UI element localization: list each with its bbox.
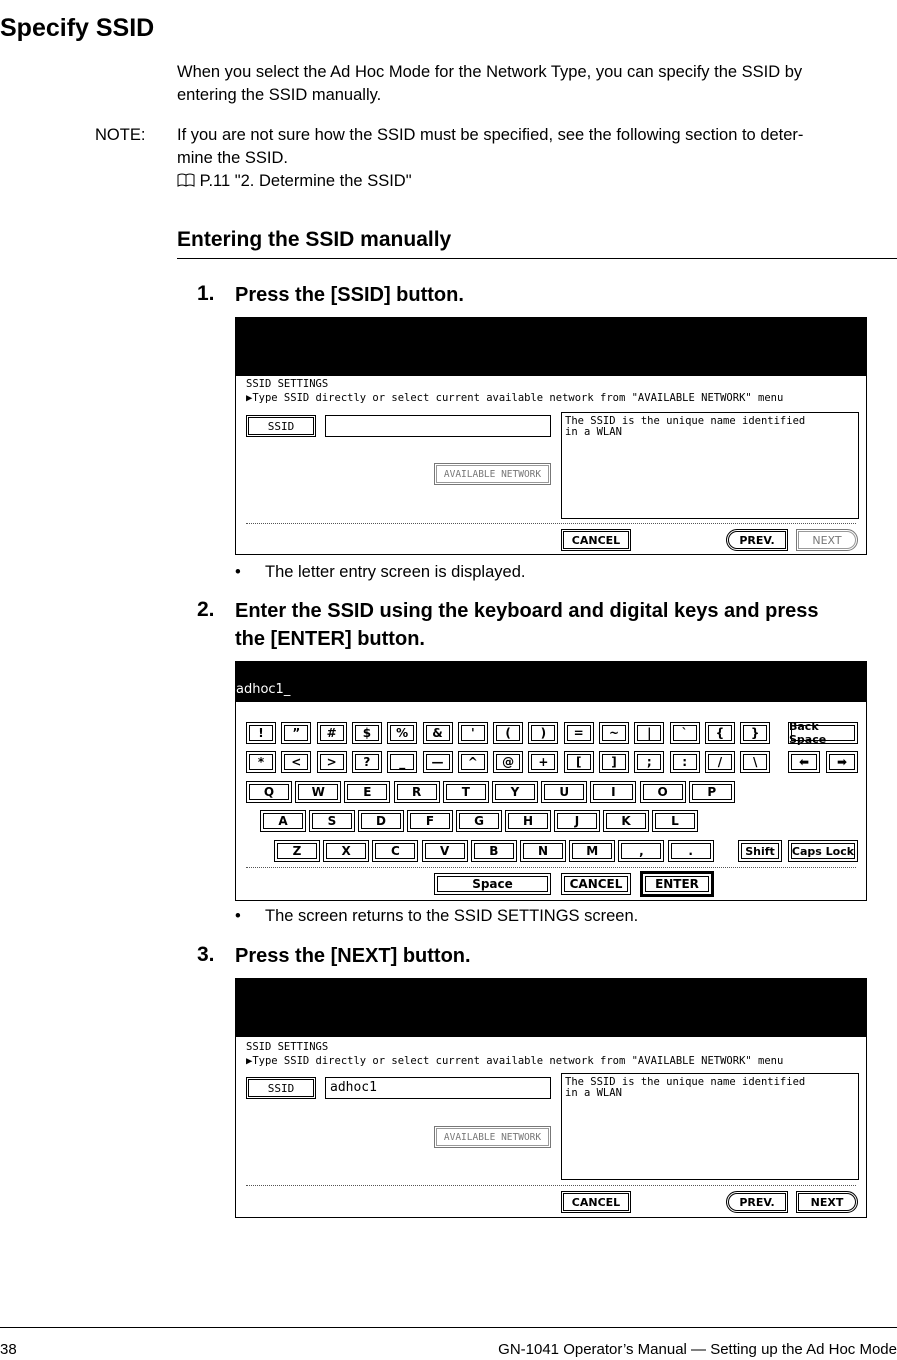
key-2-10[interactable]: [	[564, 751, 594, 773]
key-2-15[interactable]: \	[740, 751, 770, 773]
enter-button[interactable]: ENTER	[640, 871, 714, 897]
right-arrow-icon: ➡	[836, 755, 848, 769]
cancel-button[interactable]: CANCEL	[561, 1191, 631, 1213]
key-2-4[interactable]: ?	[352, 751, 382, 773]
divider	[246, 1185, 856, 1186]
key-2-6[interactable]: —	[423, 751, 453, 773]
next-button[interactable]: NEXT	[796, 1191, 858, 1213]
page-number: 38	[0, 1341, 17, 1358]
key-3-6[interactable]: Y	[492, 781, 538, 803]
note-line-2: mine the SSID.	[177, 149, 288, 167]
key-2-7[interactable]: ^	[458, 751, 488, 773]
key-4-9[interactable]: L	[652, 810, 698, 832]
key-3-3[interactable]: E	[344, 781, 390, 803]
available-network-button[interactable]: AVAILABLE NETWORK	[434, 1126, 551, 1148]
key-3-4[interactable]: R	[394, 781, 440, 803]
key-5-3[interactable]: C	[372, 840, 418, 862]
backspace-key[interactable]: Back Space	[788, 722, 858, 744]
key-1-13[interactable]: `	[670, 722, 700, 744]
screen-instruction: ▶Type SSID directly or select current available network from "AVAILABLE NETWORK" menu	[246, 392, 784, 404]
step-2-text-line-1: Enter the SSID using the keyboard and digital keys and press	[235, 600, 819, 622]
key-5-4[interactable]: V	[422, 840, 468, 862]
key-3-5[interactable]: T	[443, 781, 489, 803]
ssid-button[interactable]: SSID	[246, 1077, 316, 1099]
key-1-2[interactable]: ”	[281, 722, 311, 744]
right-arrow-key[interactable]	[826, 751, 858, 773]
screen-header-bar	[236, 318, 866, 376]
key-4-6[interactable]: H	[505, 810, 551, 832]
note-reference[interactable]	[177, 170, 412, 193]
key-2-11[interactable]: ]	[599, 751, 629, 773]
key-1-10[interactable]: =	[564, 722, 594, 744]
footer-rule	[0, 1327, 897, 1328]
step-1-bullet-text: The letter entry screen is displayed.	[265, 563, 526, 581]
left-arrow-key[interactable]	[788, 751, 820, 773]
key-2-1[interactable]: *	[246, 751, 276, 773]
key-5-5[interactable]: B	[471, 840, 517, 862]
step-1-bullet: • The letter entry screen is displayed.	[235, 563, 526, 581]
divider	[246, 867, 856, 868]
ssid-input[interactable]	[325, 415, 551, 437]
key-3-2[interactable]: W	[295, 781, 341, 803]
key-1-11[interactable]: ~	[599, 722, 629, 744]
key-2-9[interactable]: +	[528, 751, 558, 773]
key-1-3[interactable]: #	[317, 722, 347, 744]
key-5-1[interactable]: Z	[274, 840, 320, 862]
book-icon	[177, 173, 195, 187]
screen-heading: SSID SETTINGS	[246, 378, 329, 390]
key-1-1[interactable]: !	[246, 722, 276, 744]
key-1-7[interactable]: '	[458, 722, 488, 744]
ssid-button[interactable]: SSID	[246, 415, 316, 437]
step-3-text: Press the [NEXT] button.	[235, 945, 471, 967]
step-1-text: Press the [SSID] button.	[235, 284, 464, 306]
key-2-5[interactable]: _	[387, 751, 417, 773]
note-line-1: If you are not sure how the SSID must be specified, see the following section to deter-	[177, 126, 804, 144]
key-2-12[interactable]: ;	[634, 751, 664, 773]
step-3-number: 3.	[197, 943, 215, 966]
screen-heading: SSID SETTINGS	[246, 1041, 329, 1053]
intro-line-2: entering the SSID manually.	[177, 86, 382, 104]
key-3-1[interactable]: Q	[246, 781, 292, 803]
prev-button[interactable]: PREV.	[726, 1191, 788, 1213]
key-4-7[interactable]: J	[554, 810, 600, 832]
key-1-9[interactable]: )	[528, 722, 558, 744]
space-key[interactable]: Space	[434, 873, 551, 895]
note-reference-text: P.11 "2. Determine the SSID"	[199, 172, 412, 190]
key-2-3[interactable]: >	[317, 751, 347, 773]
key-4-5[interactable]: G	[456, 810, 502, 832]
key-1-15[interactable]: }	[740, 722, 770, 744]
key-3-9[interactable]: O	[640, 781, 686, 803]
intro-line-1: When you select the Ad Hoc Mode for the Network Type, you can specify the SSID by	[177, 63, 803, 81]
key-5-7[interactable]: M	[569, 840, 615, 862]
key-1-6[interactable]: &	[423, 722, 453, 744]
footer-text: GN-1041 Operator’s Manual — Setting up the Ad Hoc Mode	[498, 1341, 897, 1358]
key-1-12[interactable]: |	[634, 722, 664, 744]
ssid-settings-screen-empty	[235, 317, 867, 555]
key-2-8[interactable]: @	[493, 751, 523, 773]
key-3-8[interactable]: I	[590, 781, 636, 803]
step-2-bullet: • The screen returns to the SSID SETTINGS screen.	[235, 907, 639, 925]
step-2-bullet-text: The screen returns to the SSID SETTINGS screen.	[265, 907, 639, 925]
cancel-button[interactable]: CANCEL	[561, 529, 631, 551]
shift-key[interactable]: Shift	[738, 840, 782, 862]
key-4-4[interactable]: F	[407, 810, 453, 832]
page-title: Specify SSID	[0, 14, 155, 42]
cancel-button[interactable]: CANCEL	[561, 873, 631, 895]
key-4-3[interactable]: D	[358, 810, 404, 832]
step-2-text-line-2: the [ENTER] button.	[235, 628, 425, 650]
key-5-2[interactable]: X	[323, 840, 369, 862]
key-4-8[interactable]: K	[603, 810, 649, 832]
key-4-1[interactable]: A	[260, 810, 306, 832]
key-2-14[interactable]: /	[705, 751, 735, 773]
key-3-7[interactable]: U	[541, 781, 587, 803]
key-1-5[interactable]: %	[387, 722, 417, 744]
key-3-10[interactable]: P	[689, 781, 735, 803]
section-heading: Entering the SSID manually	[177, 228, 897, 259]
caps-lock-key[interactable]: Caps Lock	[788, 840, 858, 862]
keyboard-input-bar	[236, 662, 866, 702]
key-5-6[interactable]: N	[520, 840, 566, 862]
keyboard-screen	[235, 661, 867, 901]
left-arrow-icon: ⬅	[798, 755, 810, 769]
key-2-13[interactable]: :	[670, 751, 700, 773]
prev-button[interactable]: PREV.	[726, 529, 788, 551]
key-4-2[interactable]: S	[309, 810, 355, 832]
key-1-8[interactable]: (	[493, 722, 523, 744]
keyboard-input-value[interactable]: adhoc1_	[236, 682, 291, 697]
ssid-input[interactable]: adhoc1	[325, 1077, 551, 1099]
divider	[246, 523, 856, 524]
note-label: NOTE:	[95, 126, 146, 144]
key-5-8[interactable]: ,	[618, 840, 664, 862]
available-network-button[interactable]: AVAILABLE NETWORK	[434, 463, 551, 485]
step-2-number: 2.	[197, 598, 215, 621]
key-1-4[interactable]: $	[352, 722, 382, 744]
key-5-9[interactable]: .	[668, 840, 714, 862]
screen-instruction: ▶Type SSID directly or select current available network from "AVAILABLE NETWORK" menu	[246, 1055, 784, 1067]
next-button-disabled[interactable]: NEXT	[796, 529, 858, 551]
key-2-2[interactable]: <	[281, 751, 311, 773]
key-1-14[interactable]: {	[705, 722, 735, 744]
ssid-settings-screen-filled	[235, 978, 867, 1218]
help-text: The SSID is the unique name identified in a WLAN	[561, 1073, 859, 1180]
screen-header-bar	[236, 979, 866, 1037]
help-text: The SSID is the unique name identified in a WLAN	[561, 412, 859, 519]
step-1-number: 1.	[197, 282, 215, 305]
